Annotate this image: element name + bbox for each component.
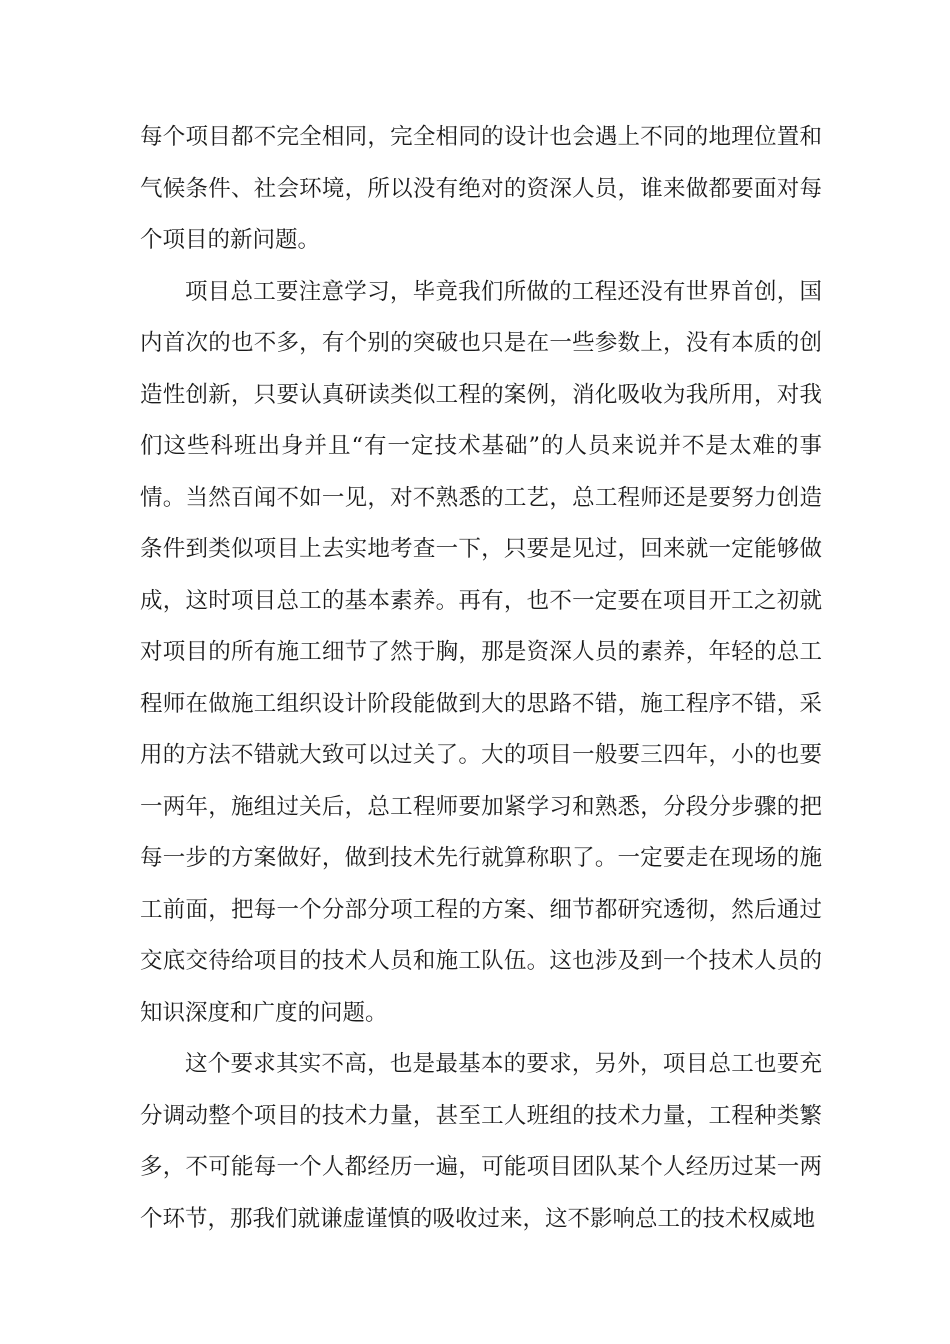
document-body — [140, 112, 822, 1245]
paragraph-team-technical-strength: 这个要求其实不高，也是最基本的要求，另外，项目总工也要充分调动整个项目的技术力量，甚至工人班组的技术力量，工程种类繁多，不可能每一个人都经历一遍，可能项目团队某个人经历过某一两个环节，那我们就谦虚谨慎的吸收过来，这不影响总工的技术权威地 — [140, 1051, 822, 1232]
paragraph-chief-engineer-learning: 项目总工要注意学习，毕竟我们所做的工程还没有世界首创，国内首次的也不多，有个别的突破也只是在一些参数上，没有本质的创造性创新，只要认真研读类似工程的案例，消化吸收为我所用，对我们这些科班出身并且“有一定技术基础”的人员来说并不是太难的事情。当然百闻不如一见，对不熟悉的工艺，总工程师还是要努力创造条件到类似项目上去实地考查一下，只要是见过，回来就一定能够做成，这时项目总工的基本素养。再有，也不一定要在项目开工之初就对项目的所有施工细节了然于胸，那是资深人员的素养，年轻的总工程师在做施工组织设计阶段能做到大的思路不错，施工程序不错，采用的方法不错就大致可以过关了。大的项目一般要三四年，小的也要一两年，施组过关后，总工程师要加紧学习和熟悉，分段分步骤的把每一步的方案做好，做到技术先行就算称职了。一定要走在现场的施工前面，把每一个分部分项工程的方案、细节都研究透彻，然后通过交底交待给项目的技术人员和施工队伍。这也涉及到一个技术人员的知识深度和广度的问题。 — [140, 278, 822, 1026]
paragraph-continuation: 每个项目都不完全相同，完全相同的设计也会遇上不同的地理位置和气候条件、社会环境，所以没有绝对的资深人员，谁来做都要面对每个项目的新问题。 — [140, 124, 822, 253]
